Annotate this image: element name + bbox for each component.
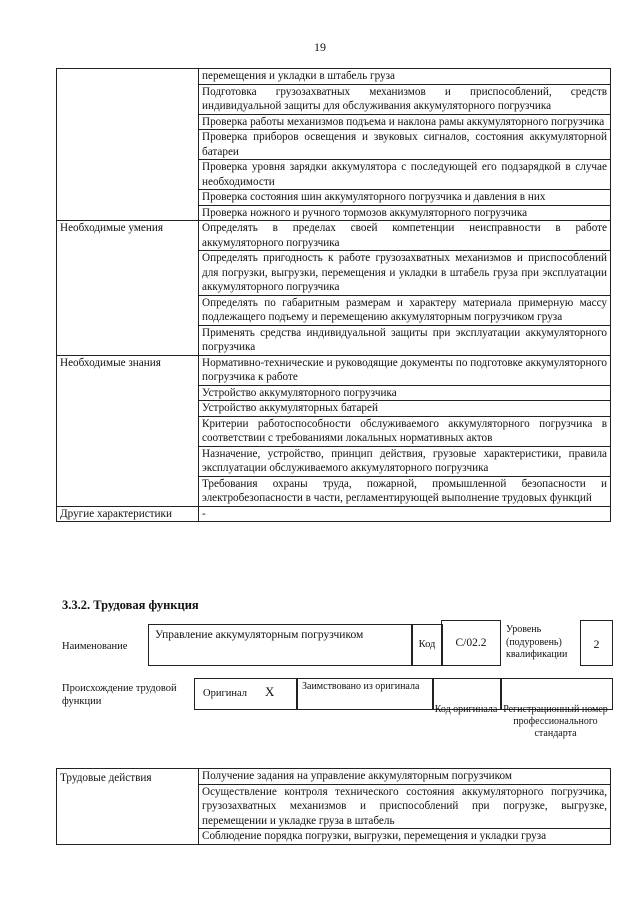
name-value: Управление аккумуляторным погрузчиком	[155, 629, 364, 641]
table-row	[57, 769, 611, 785]
table-cell: Критерии работоспособности обслуживаемого аккумуляторного погрузчика в соответствии с требованиями локальных нормативных актов	[199, 416, 611, 446]
row-label-skills: Необходимые умения	[57, 221, 199, 356]
table-cell: Проверка состояния шин аккумуляторного погрузчика и давления в них	[199, 190, 611, 206]
table-cell: -	[199, 506, 611, 522]
reg-number-label: Регистрационный номер профессионального стандарта	[503, 704, 608, 739]
actions-table	[56, 768, 611, 845]
table-row	[57, 69, 611, 85]
row-label-other: Другие характеристики	[57, 506, 199, 522]
table-cell: перемещения и укладки в штабель груза	[199, 69, 611, 85]
table-cell: Нормативно-технические и руководящие документы по подготовке аккумуляторного погрузчика к работе	[199, 355, 611, 385]
table-cell: Подготовка грузозахватных механизмов и приспособлений, средств индивидуальной защиты для обслуживания аккумуляторного погрузчика	[199, 84, 611, 114]
code-value: C/02.2	[455, 637, 487, 649]
level-value: 2	[593, 637, 600, 651]
table-cell: Определять в пределах своей компетенции неисправности в работе аккумуляторного погрузчика	[199, 221, 611, 251]
row-label-knowledge: Необходимые знания	[57, 355, 199, 506]
table-row	[57, 506, 611, 522]
table-cell: Проверка работы механизмов подъема и наклона рамы аккумуляторного погрузчика	[199, 114, 611, 130]
origin-label: Происхождение трудовой функции	[62, 683, 177, 707]
borrowed-box	[296, 678, 434, 710]
level-value-box	[580, 620, 613, 666]
table-cell: Осуществление контроля технического состояния аккумуляторного погрузчика, грузозахватных механизмов и приспособлений при погрузке, выгрузке, перемещении и укладке груза в штабель	[199, 784, 611, 829]
original-mark: X	[265, 684, 275, 699]
level-label: Уровень (подуровень) квалификации	[506, 624, 568, 660]
code-label-box	[411, 624, 443, 666]
code-original-label: Код оригинала	[434, 704, 498, 715]
name-label: Наименование	[62, 641, 128, 652]
actions-label: Трудовые действия	[57, 769, 199, 845]
borrowed-label: Заимствовано из оригинала	[302, 681, 420, 692]
table-cell: Устройство аккумуляторного погрузчика	[199, 385, 611, 401]
table-cell: Проверка ножного и ручного тормозов аккумуляторного погрузчика	[199, 205, 611, 221]
table-cell: Проверка приборов освещения и звуковых сигналов, состояния аккумуляторной батареи	[199, 130, 611, 160]
original-box	[194, 678, 298, 710]
page-number: 19	[314, 40, 326, 54]
table-cell: Соблюдение порядка погрузки, выгрузки, перемещения и укладки груза	[199, 829, 611, 845]
name-value-box	[148, 624, 413, 666]
table-cell: Получение задания на управление аккумуляторным погрузчиком	[199, 769, 611, 785]
table-cell: Определять пригодность к работе грузозахватных механизмов и приспособлений для погрузки, выгрузки, перемещения и укладки в штабель груза при эксплуатации аккумуляторного погрузчика	[199, 251, 611, 296]
table-cell: Применять средства индивидуальной защиты при эксплуатации аккумуляторного погрузчика	[199, 325, 611, 355]
table-row	[57, 221, 611, 251]
table-row	[57, 355, 611, 385]
section-heading: 3.3.2. Трудовая функция	[62, 598, 199, 612]
row-label	[57, 69, 199, 221]
table-cell: Проверка уровня зарядки аккумулятора с последующей его подзарядкой в случае необходимости	[199, 160, 611, 190]
code-label: Код	[418, 639, 436, 650]
table-cell: Требования охраны труда, пожарной, промышленной безопасности и электробезопасности в части, регламентирующей выполнение трудовых функций	[199, 476, 611, 506]
labor-function-table	[56, 68, 611, 522]
table-cell: Устройство аккумуляторных батарей	[199, 401, 611, 417]
table-cell: Определять по габаритным размерам и характеру материала примерную массу подлежащего подъему и перемещению аккумуляторным погрузчиком груза	[199, 295, 611, 325]
code-value-box	[441, 620, 501, 666]
original-label: Оригинал	[203, 688, 247, 699]
table-cell: Назначение, устройство, принцип действия, грузовые характеристики, правила эксплуатации обслуживаемого аккумуляторного погрузчика	[199, 446, 611, 476]
